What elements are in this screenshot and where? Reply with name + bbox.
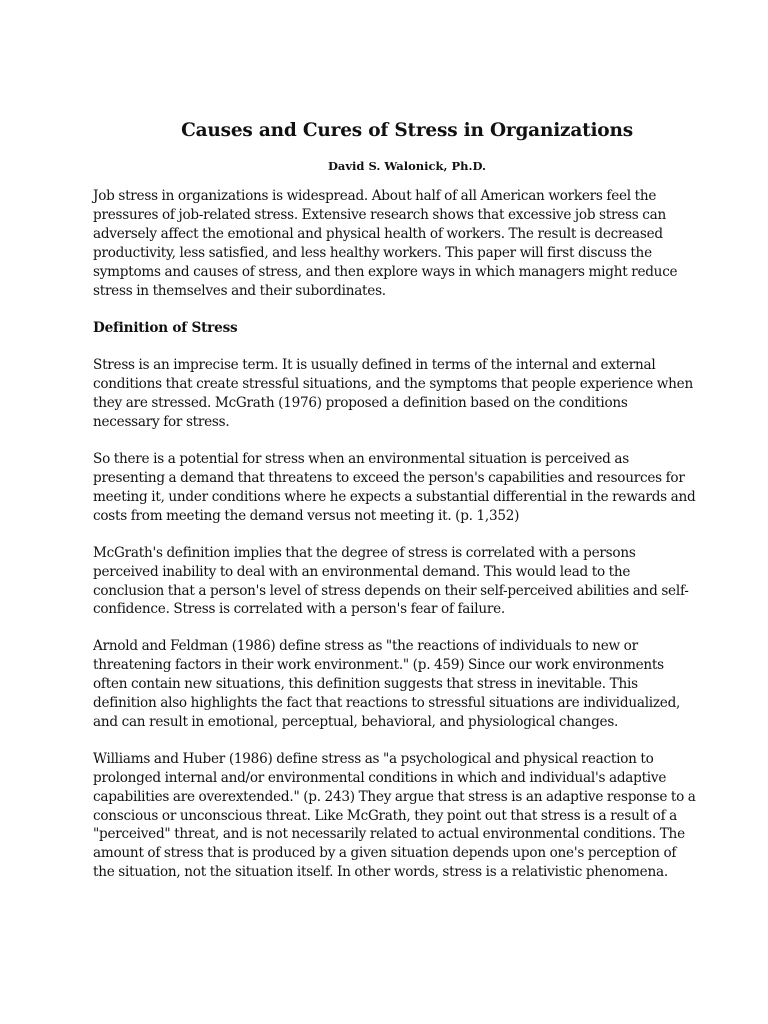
body-paragraph <box>93 356 721 432</box>
text-line: they are stressed. McGrath (1976) proposed a definition based on the conditions <box>93 395 628 412</box>
text-line: pressures of job-related stress. Extensive research shows that excessive job stress can <box>93 206 666 223</box>
text-line: perceived inability to deal with an environmental demand. This would lead to the <box>93 563 631 580</box>
text-line: productivity, less satisfied, and less healthy workers. This paper will first discuss the <box>93 244 652 261</box>
author-line: David S. Walonick, Ph.D. <box>327 159 487 173</box>
text-line: and can result in emotional, perceptual, behavioral, and physiological changes. <box>93 713 619 730</box>
body-paragraph <box>93 544 721 620</box>
text-line: meeting it, under conditions where he expects a substantial differential in the rewards and <box>93 488 696 505</box>
text-line: conclusion that a person's level of stress depends on their self-perceived abilities and self- <box>93 582 689 599</box>
intro-paragraph <box>93 187 721 300</box>
text-line: prolonged internal and/or environmental conditions in which and individual's adaptive <box>93 769 667 786</box>
text-line: stress in themselves and their subordinates. <box>93 282 386 299</box>
text-line: often contain new situations, this definition suggests that stress in inevitable. This <box>93 676 638 693</box>
text-line: So there is a potential for stress when an environmental situation is perceived as <box>93 451 629 468</box>
text-line: Stress is an imprecise term. It is usually defined in terms of the internal and external <box>93 357 656 374</box>
text-line: Williams and Huber (1986) define stress as "a psychological and physical reaction to <box>93 750 654 767</box>
text-line: presenting a demand that threatens to exceed the person's capabilities and resources for <box>93 469 685 486</box>
text-line: threatening factors in their work environment." (p. 459) Since our work environments <box>93 657 664 674</box>
text-line: conscious or unconscious threat. Like McGrath, they point out that stress is a result of a <box>93 807 678 824</box>
text-line: the situation, not the situation itself. In other words, stress is a relativistic phenomena. <box>93 864 668 881</box>
text-line: symptoms and causes of stress, and then explore ways in which managers might reduce <box>93 263 678 280</box>
section-heading: Definition of Stress <box>93 320 238 337</box>
text-line: capabilities are overextended." (p. 243) They argue that stress is an adaptive response to a <box>93 788 696 805</box>
document-title: Causes and Cures of Stress in Organizations <box>181 120 633 141</box>
text-line: "perceived" threat, and is not necessarily related to actual environmental conditions. The <box>93 826 685 843</box>
text-line: adversely affect the emotional and physical health of workers. The result is decreased <box>93 225 663 242</box>
text-line: conditions that create stressful situations, and the symptoms that people experience when <box>93 376 693 393</box>
text-line: McGrath's definition implies that the degree of stress is correlated with a persons <box>93 544 636 561</box>
text-line: definition also highlights the fact that reactions to stressful situations are individualized, <box>93 695 681 712</box>
body-paragraph <box>93 637 721 732</box>
text-line: confidence. Stress is correlated with a person's fear of failure. <box>93 601 505 618</box>
document-page <box>93 118 721 882</box>
text-line: Job stress in organizations is widespread. About half of all American workers feel the <box>93 188 657 204</box>
text-line: costs from meeting the demand versus not meeting it. (p. 1,352) <box>93 507 520 524</box>
text-line: necessary for stress. <box>93 414 230 431</box>
text-line: amount of stress that is produced by a given situation depends upon one's perception of <box>93 845 677 862</box>
text-line: Arnold and Feldman (1986) define stress as "the reactions of individuals to new or <box>93 638 638 655</box>
quote-paragraph <box>93 450 721 526</box>
body-paragraph <box>93 750 721 882</box>
